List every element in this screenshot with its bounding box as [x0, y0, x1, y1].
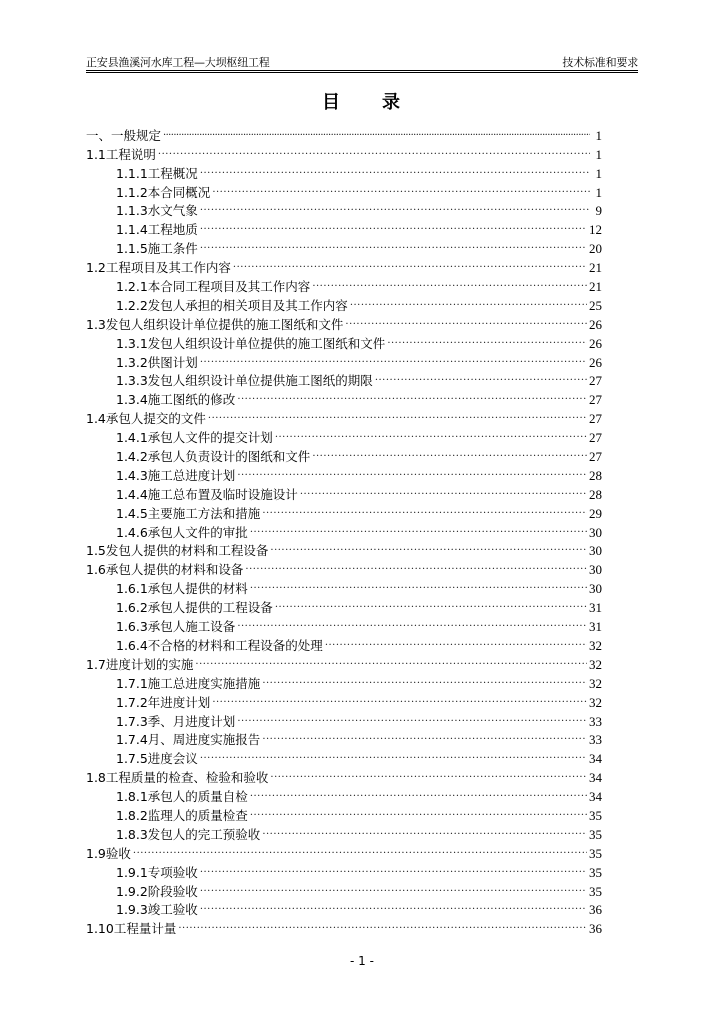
- toc-entry[interactable]: [86, 407, 602, 426]
- toc-entry[interactable]: [86, 445, 602, 464]
- toc-entry-page: 35: [589, 845, 602, 861]
- toc-dot-leader: [237, 469, 587, 483]
- toc-entry-label: 1.7.5进度会议: [116, 751, 198, 767]
- toc-entry-label: 1.1.3水文气象: [116, 203, 198, 219]
- toc-dot-leader: [233, 261, 587, 275]
- toc-entry-page: 1: [595, 146, 602, 162]
- toc-entry-page: 30: [589, 562, 602, 578]
- toc-entry[interactable]: [86, 256, 602, 275]
- toc-entry[interactable]: [86, 521, 602, 540]
- toc-entry-label: 1.2.1本合同工程项目及其工作内容: [116, 279, 311, 295]
- toc-entry-page: 1: [595, 127, 602, 143]
- toc-dot-leader: [325, 639, 587, 653]
- toc-dot-leader: [270, 771, 587, 785]
- toc-dot-leader: [158, 148, 590, 162]
- toc-entry-label: 1.1.1工程概况: [116, 165, 198, 181]
- toc-entry-label: 1.3.1发包人组织设计单位提供的施工图纸和文件: [116, 335, 386, 351]
- toc-entry[interactable]: [86, 691, 602, 710]
- toc-entry[interactable]: [86, 502, 602, 521]
- header-rule-double: [86, 72, 638, 73]
- toc-dot-leader: [250, 526, 587, 540]
- toc-dot-leader: [200, 752, 587, 766]
- toc-entry[interactable]: [86, 558, 602, 577]
- toc-entry-page: 28: [589, 467, 602, 483]
- toc-entry-page: 1: [595, 184, 602, 200]
- toc-entry[interactable]: [86, 729, 602, 748]
- toc-dot-leader: [200, 866, 587, 880]
- toc-entry-label: 1.7.2年进度计划: [116, 694, 211, 710]
- toc-entry-label: 1.4.3施工总进度计划: [116, 467, 236, 483]
- toc-entry-page: 32: [589, 694, 602, 710]
- toc-entry[interactable]: [86, 218, 602, 237]
- toc-entry-page: 32: [589, 637, 602, 653]
- toc-entry[interactable]: [86, 880, 602, 899]
- toc-entry-label: 1.4.6承包人文件的审批: [116, 524, 248, 540]
- toc-dot-leader: [163, 129, 590, 143]
- toc-entry-page: 27: [589, 411, 602, 427]
- toc-entry[interactable]: [86, 672, 602, 691]
- toc-entry[interactable]: [86, 747, 602, 766]
- toc-entry[interactable]: [86, 313, 602, 332]
- toc-dot-leader: [375, 374, 587, 388]
- toc-entry-page: 9: [595, 203, 602, 219]
- toc-dot-leader: [200, 356, 587, 370]
- toc-entry-page: 30: [589, 581, 602, 597]
- toc-entry-label: 1.4.2承包人负责设计的图纸和文件: [116, 449, 311, 465]
- toc-entry-page: 26: [589, 316, 602, 332]
- toc-entry-label: 1.6.3承包人施工设备: [116, 619, 236, 635]
- toc-entry-label: 1.2工程项目及其工作内容: [86, 260, 231, 276]
- toc-entry[interactable]: [86, 237, 602, 256]
- toc-entry[interactable]: [86, 200, 602, 219]
- toc-dot-leader: [200, 167, 590, 181]
- toc-dot-leader: [312, 280, 587, 294]
- toc-entry[interactable]: [86, 785, 602, 804]
- toc-dot-leader: [250, 582, 587, 596]
- toc-entry-page: 34: [589, 789, 602, 805]
- toc-dot-leader: [250, 809, 587, 823]
- toc-entry-label: 1.8.2监理人的质量检查: [116, 807, 248, 823]
- toc-entry-label: 1.7进度计划的实施: [86, 656, 194, 672]
- toc-dot-leader: [312, 450, 587, 464]
- toc-dot-leader: [200, 903, 587, 917]
- toc-dot-leader: [262, 677, 587, 691]
- toc-entry-label: 1.4.4施工总布置及临时设施设计: [116, 486, 298, 502]
- toc-entry-page: 27: [589, 449, 602, 465]
- toc-entry-page: 32: [589, 656, 602, 672]
- page-number: - 1 -: [350, 954, 374, 968]
- toc-entry-page: 27: [589, 430, 602, 446]
- toc-dot-leader: [275, 431, 587, 445]
- toc-dot-leader: [212, 186, 590, 200]
- toc-entry-label: 1.8工程质量的检查、检验和验收: [86, 770, 269, 786]
- toc-entry-page: 36: [589, 921, 602, 937]
- header-project-name: 正安县渔溪河水库工程—大坝枢纽工程: [86, 56, 270, 69]
- toc-dot-leader: [133, 847, 587, 861]
- toc-entry-page: 26: [589, 335, 602, 351]
- toc-dot-leader: [345, 318, 587, 332]
- toc-entry-page: 28: [589, 486, 602, 502]
- toc-entry-label: 1.6.1承包人提供的材料: [116, 581, 248, 597]
- toc-entry-page: 21: [589, 260, 602, 276]
- toc-entry[interactable]: [86, 861, 602, 880]
- toc-entry[interactable]: [86, 388, 602, 407]
- header-section-name: 技术标准和要求: [562, 56, 638, 69]
- table-of-contents: [86, 124, 602, 936]
- toc-entry[interactable]: [86, 804, 602, 823]
- toc-entry-page: 34: [589, 751, 602, 767]
- toc-entry-page: 26: [589, 354, 602, 370]
- toc-entry[interactable]: [86, 823, 602, 842]
- toc-entry-page: 33: [589, 713, 602, 729]
- toc-entry-label: 1.1.4工程地质: [116, 222, 198, 238]
- page-title: [0, 88, 724, 114]
- toc-entry-page: 20: [589, 241, 602, 257]
- toc-entry-page: 30: [589, 524, 602, 540]
- toc-dot-leader: [262, 733, 587, 747]
- toc-dot-leader: [245, 563, 587, 577]
- toc-entry-page: 12: [589, 222, 602, 238]
- toc-entry-page: 29: [589, 505, 602, 521]
- toc-dot-leader: [262, 828, 587, 842]
- toc-entry[interactable]: [86, 181, 602, 200]
- toc-entry-label: 1.4.5主要施工方法和措施: [116, 505, 261, 521]
- toc-entry[interactable]: [86, 294, 602, 313]
- toc-entry-page: 35: [589, 807, 602, 823]
- toc-entry[interactable]: [86, 615, 602, 634]
- toc-entry[interactable]: [86, 540, 602, 559]
- toc-entry[interactable]: [86, 577, 602, 596]
- toc-dot-leader: [237, 715, 587, 729]
- toc-dot-leader: [237, 393, 587, 407]
- toc-entry[interactable]: [86, 275, 602, 294]
- toc-entry-label: 1.6.4不合格的材料和工程设备的处理: [116, 637, 323, 653]
- toc-entry-page: 34: [589, 770, 602, 786]
- toc-entry[interactable]: [86, 464, 602, 483]
- toc-entry-label: 1.7.3季、月进度计划: [116, 713, 236, 729]
- page-header: [86, 54, 638, 70]
- toc-entry-page: 35: [589, 883, 602, 899]
- toc-entry[interactable]: [86, 842, 602, 861]
- toc-dot-leader: [275, 601, 587, 615]
- toc-entry-label: 1.8.1承包人的质量自检: [116, 789, 248, 805]
- toc-entry-label: 1.1.5施工条件: [116, 241, 198, 257]
- toc-entry[interactable]: [86, 917, 602, 936]
- toc-entry[interactable]: [86, 124, 602, 143]
- toc-dot-leader: [195, 658, 587, 672]
- toc-entry-label: 1.9.2阶段验收: [116, 883, 198, 899]
- toc-dot-leader: [300, 488, 587, 502]
- toc-entry-label: 1.6承包人提供的材料和设备: [86, 562, 244, 578]
- toc-entry-label: 1.1.2本合同概况: [116, 184, 211, 200]
- toc-dot-leader: [200, 242, 587, 256]
- toc-entry-label: 1.2.2发包人承担的相关项目及其工作内容: [116, 297, 348, 313]
- toc-dot-leader: [250, 790, 587, 804]
- toc-entry-label: 1.3.3发包人组织设计单位提供施工图纸的期限: [116, 373, 373, 389]
- toc-entry-label: 1.3.2供图计划: [116, 354, 198, 370]
- toc-entry-label: 1.7.4月、周进度实施报告: [116, 732, 261, 748]
- toc-entry[interactable]: [86, 634, 602, 653]
- toc-entry-page: 1: [595, 165, 602, 181]
- toc-entry-page: 25: [589, 297, 602, 313]
- toc-entry-label: 1.9.3竣工验收: [116, 902, 198, 918]
- toc-dot-leader: [200, 885, 587, 899]
- toc-entry[interactable]: [86, 483, 602, 502]
- toc-entry[interactable]: [86, 710, 602, 729]
- toc-entry-label: 1.7.1施工总进度实施措施: [116, 675, 261, 691]
- toc-dot-leader: [200, 223, 587, 237]
- toc-entry-page: 35: [589, 864, 602, 880]
- toc-entry[interactable]: [86, 899, 602, 918]
- toc-dot-leader: [212, 696, 587, 710]
- toc-dot-leader: [178, 922, 587, 936]
- toc-entry-page: 32: [589, 675, 602, 691]
- header-rule: [86, 70, 638, 71]
- toc-entry-page: 31: [589, 619, 602, 635]
- toc-dot-leader: [387, 337, 587, 351]
- toc-entry-page: 27: [589, 392, 602, 408]
- toc-entry[interactable]: [86, 653, 602, 672]
- toc-entry-label: 1.10工程量计量: [86, 921, 177, 937]
- toc-entry-label: 1.6.2承包人提供的工程设备: [116, 600, 273, 616]
- toc-dot-leader: [350, 299, 587, 313]
- toc-entry-label: 1.4.1承包人文件的提交计划: [116, 430, 273, 446]
- toc-entry[interactable]: [86, 332, 602, 351]
- toc-entry-label: 1.9.1专项验收: [116, 864, 198, 880]
- toc-entry-page: 21: [589, 279, 602, 295]
- toc-entry-label: 1.3发包人组织设计单位提供的施工图纸和文件: [86, 316, 344, 332]
- toc-entry-page: 35: [589, 826, 602, 842]
- toc-entry[interactable]: [86, 370, 602, 389]
- title-char-2: 录: [382, 92, 402, 113]
- toc-dot-leader: [208, 412, 587, 426]
- toc-entry-label: 一、一般规定: [86, 127, 162, 143]
- toc-entry-label: 1.5发包人提供的材料和工程设备: [86, 543, 269, 559]
- title-char-1: 目: [322, 92, 342, 113]
- toc-dot-leader: [270, 544, 587, 558]
- toc-entry-page: 33: [589, 732, 602, 748]
- toc-entry[interactable]: [86, 162, 602, 181]
- toc-entry[interactable]: [86, 596, 602, 615]
- toc-dot-leader: [237, 620, 587, 634]
- toc-entry[interactable]: [86, 766, 602, 785]
- toc-entry[interactable]: [86, 143, 602, 162]
- toc-dot-leader: [200, 204, 590, 218]
- toc-entry[interactable]: [86, 351, 602, 370]
- toc-entry-page: 27: [589, 373, 602, 389]
- toc-dot-leader: [262, 507, 587, 521]
- toc-entry-page: 31: [589, 600, 602, 616]
- toc-entry-label: 1.3.4施工图纸的修改: [116, 392, 236, 408]
- toc-entry-page: 36: [589, 902, 602, 918]
- toc-entry-label: 1.4承包人提交的文件: [86, 411, 206, 427]
- toc-entry-label: 1.8.3发包人的完工预验收: [116, 826, 261, 842]
- toc-entry-label: 1.9验收: [86, 845, 131, 861]
- toc-entry-page: 30: [589, 543, 602, 559]
- toc-entry-label: 1.1工程说明: [86, 146, 156, 162]
- toc-entry[interactable]: [86, 426, 602, 445]
